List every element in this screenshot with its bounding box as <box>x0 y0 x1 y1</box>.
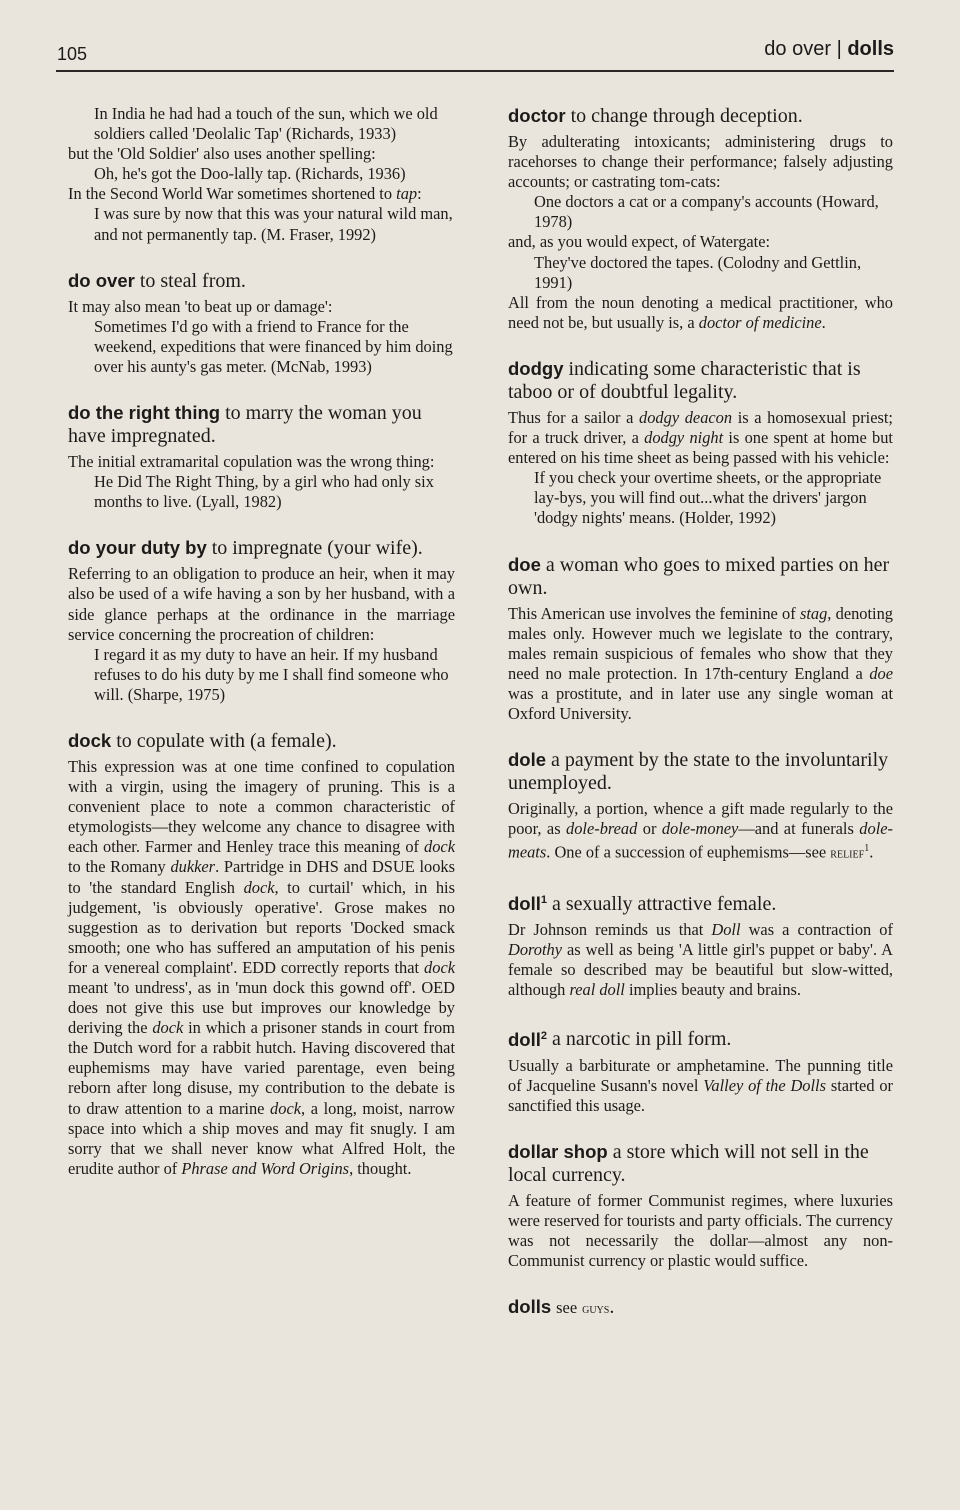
entry-doll-2 <box>508 1024 893 1115</box>
entry-doe <box>508 553 893 725</box>
entry-head: dolls see guys. <box>508 1296 615 1319</box>
definition: to marry the woman you have impregnated. <box>68 402 422 448</box>
entry-head <box>508 1024 893 1051</box>
entry-head <box>508 357 893 404</box>
definition: a narcotic in pill form. <box>552 1028 732 1051</box>
entry-text: This expression was at one time confined to copulation with a virgin, using the imagery of pruning. This is a convenient place to note a common characteristic of etymologists—they welcome any chance to disagree with each other. Farmer and Henley trace this meaning of dock to the Romany dukker. Partridge in DHS and DSUE looks to 'the standard English dock, to curtail' which, in his judgement, 'is obviously operative'. Grose makes no suggestion as to derivation but reports 'Docked smack smooth; one who has suffered an amputation of his penis for a venereal complaint'. EDD correctly reports that dock meant 'to undress', as in 'mun dock this gownd off'. OED does not give this use but improves our knowledge by deriving the dock in which a prisoner stands in court from the Dutch word for a rabbit hutch. Having discovered that euphemisms may have varied parentage, even being reborn after long disuse, my contribution to the debate is to draw attention to a marine dock, a long, moist, narrow space into which a ship moves and may fit snugly. I am sorry that we shall never know what Alfred Holt, the erudite author of Phrase and Word Origins, thought. <box>68 756 455 1178</box>
entry-head <box>68 536 455 560</box>
entry-do-the-right-thing <box>68 401 455 512</box>
quotation: He Did The Right Thing, by a girl who had only six months to live. (Lyall, 1982) <box>94 472 434 512</box>
definition: to steal from. <box>139 269 246 292</box>
left-column <box>68 104 455 1203</box>
headword: doctor <box>508 105 566 126</box>
entry-text: By adulterating intoxicants; administering drugs to racehorses to change their performance; falsely adjusting accounts; or castrating tom-cats: <box>508 132 893 192</box>
headword: doll$^2$ <box>508 1028 548 1050</box>
entry-dolls <box>508 1295 893 1321</box>
entry-text: All from the noun denoting a medical practitioner, who need not be, but usually is, a doctor of medicine. <box>508 292 893 332</box>
running-head <box>764 38 894 61</box>
quotation: Oh, he's got the Doo-lally tap. (Richards, 1936) <box>94 164 406 184</box>
definition: to change through deception. <box>570 105 803 127</box>
quotation: If you check your overtime sheets, or the appropriate lay-bys, you will find out...what the drivers' jargon 'dodgy nights' means. (Holder, 1992) <box>534 468 882 528</box>
headword: doe <box>508 553 541 575</box>
entry-text: and, as you would expect, of Watergate: <box>508 232 771 252</box>
entry-continuation <box>68 104 455 245</box>
definition: to copulate with (a female). <box>116 729 337 752</box>
cross-reference: guys <box>582 1302 610 1318</box>
entry-head <box>68 269 455 293</box>
definition: a store which will not sell in the local currency. <box>508 1140 869 1186</box>
entry-text: Originally, a portion, whence a gift made regularly to the poor, as dole-bread or dole-money—and at funerals dole-meats. One of a succession of euphemisms—see relief$^1$. <box>508 799 893 862</box>
entry-text: but the 'Old Soldier' also uses another spelling: <box>68 144 376 164</box>
headword: do your duty by <box>68 537 207 559</box>
running-head-first: do over <box>764 38 831 60</box>
entry-dodgy <box>508 357 893 529</box>
entry-text: Usually a barbiturate or amphetamine. The punning title of Jacqueline Susann's novel Valley of the Dolls started or sanctified this usage. <box>508 1055 893 1115</box>
cross-reference: relief <box>830 846 865 862</box>
quotation: They've doctored the tapes. (Colodny and Gettlin, 1991) <box>534 252 862 292</box>
running-head-last: dolls <box>847 38 894 60</box>
headword: do the right thing <box>68 402 221 424</box>
running-head-separator: | <box>836 38 842 60</box>
entry-dole <box>508 748 893 865</box>
entry-head <box>68 729 455 753</box>
headword: dole <box>508 749 547 771</box>
entry-text: Thus for a sailor a dodgy deacon is a homosexual priest; for a truck driver, a dodgy night is one spent at home but entered on his time sheet as being passed with his vehicle: <box>508 407 893 468</box>
entry-head <box>508 1140 893 1187</box>
entry-text: Dr Johnson reminds us that Doll was a contraction of Dorothy as well as being 'A little girl's puppet or baby'. A female so described may be beautiful but slow-witted, although real doll implies beauty and brains. <box>508 919 893 1000</box>
headword: doll$^1$ <box>508 892 548 914</box>
page-number: 105 <box>57 44 88 64</box>
entry-head <box>508 553 893 600</box>
quotation: Sometimes I'd go with a friend to France for the weekend, expeditions that were financed by him doing over his aunty's gas meter. (McNab, 1993) <box>94 316 453 376</box>
entry-do-over <box>68 269 455 377</box>
definition: a woman who goes to mixed parties on her own. <box>508 553 890 599</box>
quotation: I was sure by now that this was your natural wild man, and not permanently tap. (M. Fraser, 1992) <box>94 204 453 244</box>
entry-head <box>508 889 893 916</box>
headword: dodgy <box>508 357 564 379</box>
right-column <box>508 104 893 1345</box>
entry-do-your-duty-by <box>68 536 455 705</box>
entry-dollar-shop <box>508 1140 893 1271</box>
headword: dollar shop <box>508 1140 608 1162</box>
entry-text: A feature of former Communist regimes, where luxuries were reserved for tourists and party officials. The currency was not necessarily the dollar—almost any non-Communist currency or plastic would suffice. <box>508 1190 893 1271</box>
definition: a payment by the state to the involuntarily unemployed. <box>508 749 889 795</box>
entry-text: This American use involves the feminine of stag, denoting males only. However much we legislate to the contrary, males remain suspicious of females who show that they need no male protection. In 17th-century England a doe was a prostitute, and in later use any single woman at Oxford University. <box>508 603 894 723</box>
entry-doctor <box>508 104 893 333</box>
definition: indicating some characteristic that is taboo or of doubtful legality. <box>508 357 861 403</box>
entry-doll-1 <box>508 889 893 1001</box>
entry-dock <box>68 729 455 1179</box>
headword: do over <box>68 269 135 291</box>
entry-text: Referring to an obligation to produce an heir, when it may also be used of a wife having a son by her husband, with a side glance perhaps at the ordinance in the marriage service concerning the procreation of children: <box>68 564 455 644</box>
entry-head <box>508 104 893 128</box>
header-rule <box>56 70 894 72</box>
headword: dock <box>68 729 112 751</box>
quotation: One doctors a cat or a company's accounts (Howard, 1978) <box>534 192 879 232</box>
headword: dolls <box>508 1296 552 1318</box>
definition: to impregnate (your wife). <box>211 537 423 560</box>
entry-text: The initial extramarital copulation was the wrong thing: <box>68 452 435 472</box>
definition: a sexually attractive female. <box>552 892 777 915</box>
entry-head <box>508 748 893 795</box>
entry-text: It may also mean 'to beat up or damage': <box>68 296 333 316</box>
entry-text: In the Second World War sometimes shortened to tap: <box>68 184 422 204</box>
quotation: In India he had had a touch of the sun, which we old soldiers called 'Deolalic Tap' (Richards, 1933) <box>94 104 438 144</box>
entry-head <box>68 401 455 448</box>
quotation: I regard it as my duty to have an heir. If my husband refuses to do his duty by me I shall find someone who will. (Sharpe, 1975) <box>94 644 449 704</box>
